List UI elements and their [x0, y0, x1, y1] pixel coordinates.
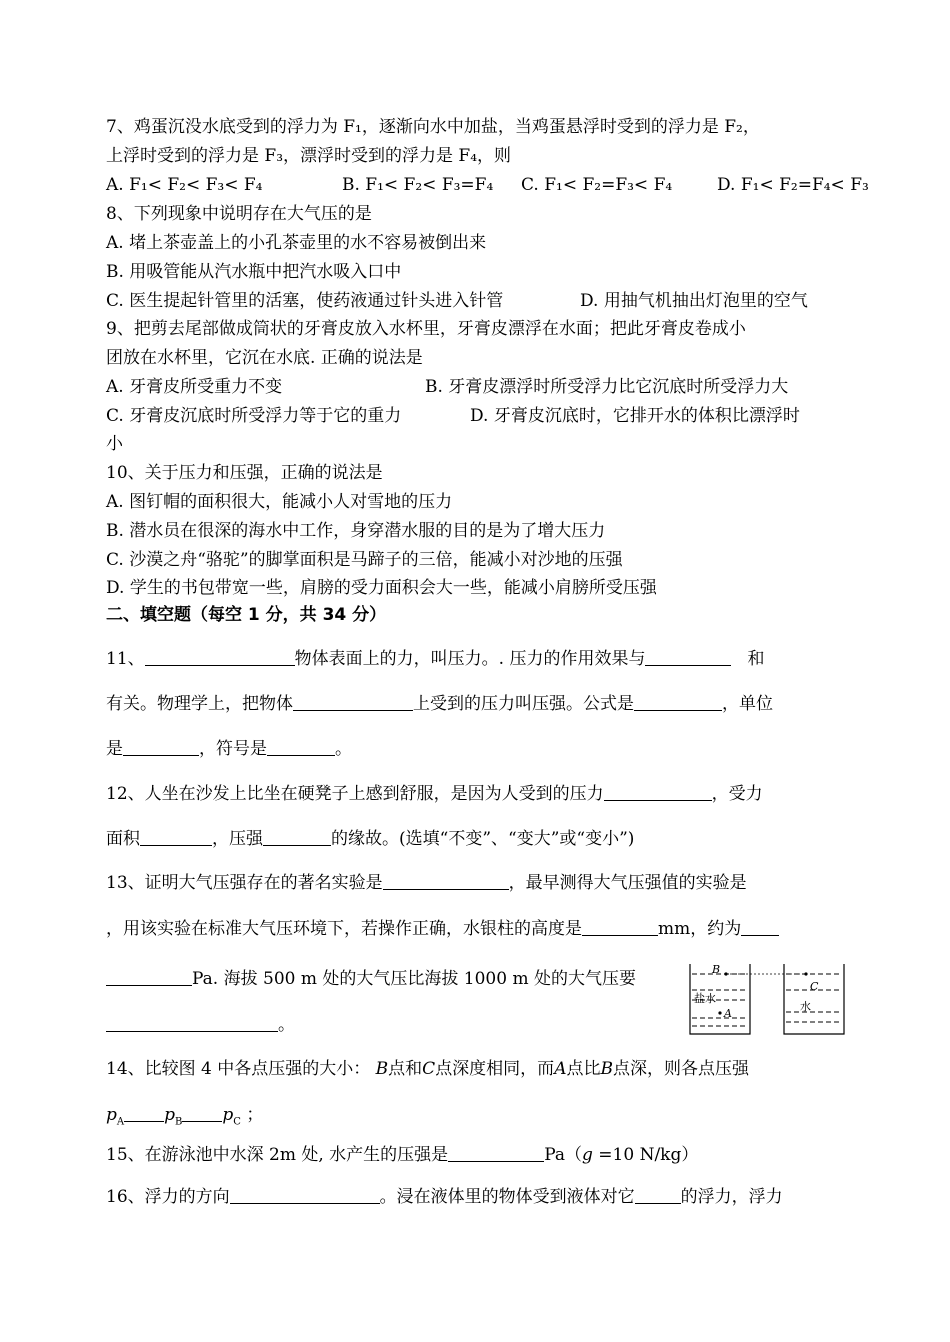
q14-sub-c: C: [233, 1116, 241, 1128]
q9-line1: 9、把剪去尾部做成筒状的牙膏皮放入水杯里，牙膏皮漂浮在水面；把此牙膏皮卷成小: [106, 319, 746, 339]
q11-text-3: 和: [747, 649, 765, 669]
q8-stem: 8、下列现象中说明存在大气压的是: [106, 204, 372, 224]
q7-line1: 7、鸡蛋沉没水底受到的浮力为 F₁，逐渐向水中加盐，当鸡蛋悬浮时受到的浮力是 F₂，: [106, 117, 760, 137]
q16-blank-1[interactable]: [230, 1187, 380, 1204]
q9-option-d-cont: 小: [106, 434, 123, 454]
q10-option-b: B. 潜水员在很深的海水中工作，身穿潜水服的目的是为了增大压力: [106, 521, 606, 541]
q16-text-1: 16、浮力的方向: [106, 1187, 230, 1207]
q7-option-a: A. F₁< F₂< F₃< F₄: [106, 175, 263, 195]
q16-text-3: 的浮力，浮力: [680, 1187, 783, 1207]
q11-line3: [106, 738, 352, 760]
q13-blank-4[interactable]: [106, 1015, 278, 1032]
q14-line1: [106, 1058, 749, 1080]
q13-blank-3[interactable]: [741, 919, 779, 936]
q15-text-1: 15、在游泳池中水深 2m 处, 水产生的压强是: [106, 1145, 449, 1165]
q11-blank-4[interactable]: [634, 694, 722, 711]
water-label: 水: [800, 1000, 811, 1013]
q12-line2: [106, 828, 634, 850]
q15-text-3: =10 N/kg）: [592, 1145, 699, 1165]
q9-option-c: C. 牙膏皮沉底时所受浮力等于它的重力: [106, 406, 402, 426]
q13-line1: [106, 872, 747, 894]
q11-text-6: ，单位: [722, 694, 773, 714]
q14-text-4: 点比: [566, 1059, 601, 1079]
q13-text-2: ，最早测得大气压强值的实验是: [508, 873, 747, 893]
q14-line2: [106, 1104, 263, 1133]
q15-g: g: [582, 1145, 593, 1165]
q12-text-3: 面积: [106, 829, 140, 849]
q12-blank-2[interactable]: [140, 829, 212, 846]
q10-option-d: D. 学生的书包带宽一些，肩膀的受力面积会大一些，能减小肩膀所受压强: [106, 578, 657, 598]
q11-blank-3[interactable]: [293, 694, 413, 711]
point-a-marker: [718, 1011, 721, 1014]
q13-text-1: 13、证明大气压强存在的著名实验是: [106, 873, 383, 893]
q11-text-2: 物体表面上的力，叫压力。. 压力的作用效果与: [294, 649, 646, 669]
q13-blank-2[interactable]: [582, 919, 658, 936]
q14-blank-2[interactable]: [182, 1105, 222, 1122]
q14-sub-b: B: [175, 1116, 183, 1128]
salt-water-label: 盐水: [694, 992, 716, 1005]
q14-text-5: 点深，则各点压强: [612, 1059, 749, 1079]
q9-option-a: A. 牙膏皮所受重力不变: [106, 377, 283, 397]
q8-option-d: D. 用抽气机抽出灯泡里的空气: [580, 291, 808, 311]
q14-p-b: p: [164, 1105, 176, 1125]
q10-option-a: A. 图钉帽的面积很大，能减小人对雪地的压力: [106, 492, 453, 512]
q11-text-5: 上受到的压力叫压强。公式是: [413, 694, 634, 714]
q13-line4: [106, 1014, 295, 1036]
q13-line3: [106, 968, 636, 990]
q11-blank-2[interactable]: [645, 649, 731, 666]
q14-sub-a: A: [116, 1116, 125, 1128]
q9-option-d: D. 牙膏皮沉底时，它排开水的体积比漂浮时: [470, 406, 800, 426]
q12-text-1: 12、人坐在沙发上比坐在硬凳子上感到舒服，是因为人受到的压力: [106, 784, 604, 804]
q8-option-a: A. 堵上茶壶盖上的小孔茶壶里的水不容易被倒出来: [106, 233, 487, 253]
q12-text-4: ，压强: [212, 829, 263, 849]
q11-text-4: 有关。物理学上，把物体: [106, 694, 293, 714]
point-c-marker: [804, 972, 807, 975]
q10-option-c: C. 沙漠之舟“骆驼”的脚掌面积是马蹄子的三倍，能减小对沙地的压强: [106, 550, 623, 570]
q14-point-b: B: [375, 1059, 389, 1079]
q11-blank-6[interactable]: [267, 739, 335, 756]
q14-p-a: p: [106, 1105, 117, 1125]
q12-line1: [106, 783, 763, 805]
q7-option-b: B. F₁< F₂< F₃=F₄: [342, 175, 494, 195]
point-b-label: B: [712, 963, 721, 976]
q13-blank-3-cont[interactable]: [106, 969, 192, 986]
q14-text-3: 点深度相同，而: [435, 1059, 555, 1079]
q11-blank-5[interactable]: [123, 739, 199, 756]
q15-text-2: Pa（: [544, 1145, 582, 1165]
q13-text-5: Pa. 海拔 500 m 处的大气压比海拔 1000 m 处的大气压要: [192, 969, 636, 989]
q14-point-a: A: [554, 1059, 567, 1079]
q13-text-4: mm，约为: [658, 919, 742, 939]
point-c-label: C: [810, 980, 819, 993]
q14-text-1: 14、比较图 4 中各点压强的大小：: [106, 1059, 371, 1079]
q9-line2: 团放在水杯里，它沉在水底. 正确的说法是: [106, 348, 423, 368]
q14-point-c: C: [422, 1059, 436, 1079]
q14-point-b-2: B: [600, 1059, 613, 1079]
q13-blank-1[interactable]: [383, 873, 509, 890]
point-b-marker: [724, 972, 727, 975]
q7-option-d: D. F₁< F₂=F₄< F₃: [717, 175, 869, 195]
q13-text-3: ，用该实验在标准大气压环境下，若操作正确，水银柱的高度是: [106, 919, 582, 939]
q14-p-c: p: [222, 1105, 234, 1125]
q11-text-7: 是: [106, 739, 123, 759]
q16-text-2: 。浸在液体里的物体受到液体对它: [379, 1187, 635, 1207]
q14-text-2: 点和: [388, 1059, 423, 1079]
q7-line2: 上浮时受到的浮力是 F₃，漂浮时受到的浮力是 F₄，则: [106, 146, 512, 166]
q8-option-b: B. 用吸管能从汽水瓶中把汽水吸入口中: [106, 262, 402, 282]
q12-text-2: ，受力: [711, 784, 763, 804]
q11-blank-1[interactable]: [145, 649, 295, 666]
q10-stem: 10、关于压力和压强，正确的说法是: [106, 463, 383, 483]
q12-text-5: 的缘故。(选填“不变”、“变大”或“变小”): [331, 829, 635, 849]
beaker-figure: [686, 960, 852, 1038]
q16-blank-2[interactable]: [635, 1187, 681, 1204]
q11-line1: [106, 648, 764, 670]
section-heading: 二、填空题（每空 1 分，共 34 分）: [106, 605, 387, 625]
q13-text-6: 。: [278, 1015, 295, 1035]
q12-blank-3[interactable]: [263, 829, 331, 846]
q12-blank-1[interactable]: [604, 784, 712, 801]
q9-option-b: B. 牙膏皮漂浮时所受浮力比它沉底时所受浮力大: [425, 377, 789, 397]
q11-text-8: ，符号是: [199, 739, 267, 759]
q11-text-9: 。: [335, 739, 352, 759]
q14-blank-1[interactable]: [124, 1105, 164, 1122]
q16-line: [106, 1186, 783, 1208]
q11-line2: [106, 693, 773, 715]
q11-number: 11、: [106, 649, 145, 669]
q14-end: ；: [246, 1105, 264, 1125]
q15-line: [106, 1144, 698, 1166]
point-a-label: A: [724, 1007, 732, 1020]
q15-blank[interactable]: [448, 1145, 544, 1162]
q7-option-c: C. F₁< F₂=F₃< F₄: [521, 175, 673, 195]
q13-line2: [106, 918, 779, 940]
q8-option-c: C. 医生提起针管里的活塞，使药液通过针头进入针管: [106, 291, 504, 311]
